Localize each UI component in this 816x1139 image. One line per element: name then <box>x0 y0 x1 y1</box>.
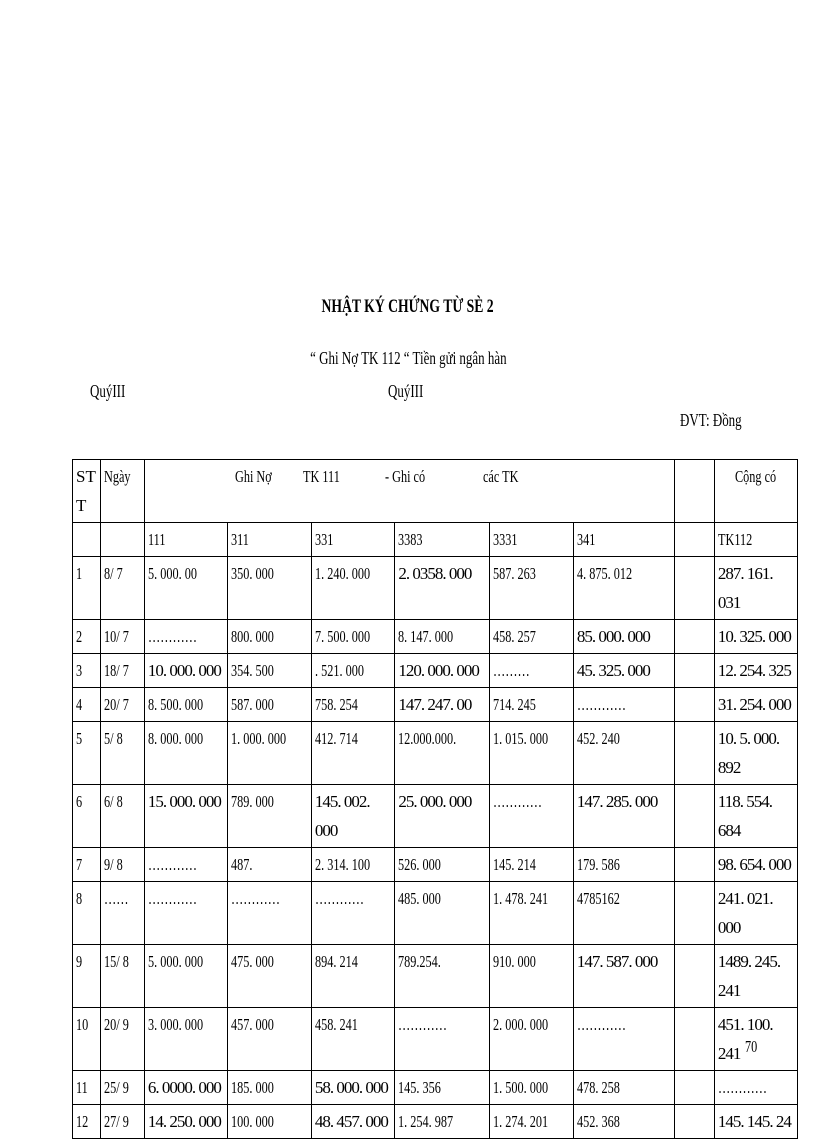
table-cell: 1. 000. 000 <box>228 722 312 785</box>
table-cell: 3 <box>73 654 101 688</box>
table-cell: 485. 000 <box>395 882 490 945</box>
table-cell: 487. <box>228 848 312 882</box>
table-cell: 12.000.000. <box>395 722 490 785</box>
table-cell: 458. 241 <box>311 1008 395 1071</box>
table-cell: ………… <box>228 882 312 945</box>
table-cell: 10/ 7 <box>101 620 145 654</box>
table-cell: ………… <box>144 848 228 882</box>
table-cell: 45. 325. 000 <box>573 654 674 688</box>
table-cell: 25. 000. 000 <box>395 785 490 848</box>
table-cell: 2. 0358. 000 <box>395 557 490 620</box>
table-cell: 145. 356 <box>395 1071 490 1105</box>
quarter-label-center: QuýIII <box>388 381 424 401</box>
table-cell: 8 <box>73 882 101 945</box>
table-cell: 10. 5. 000. 892 <box>714 722 797 785</box>
table-cell: 457. 000 <box>228 1008 312 1071</box>
table-cell: 4785162 <box>573 882 674 945</box>
table-cell: 179. 586 <box>573 848 674 882</box>
header-cac-tk: các TK <box>482 467 519 486</box>
table-cell <box>674 523 714 557</box>
header-ghi-co: - Ghi có <box>384 467 425 486</box>
table-cell: ………… <box>490 785 574 848</box>
table-cell: 587. 000 <box>228 688 312 722</box>
table-cell <box>674 1071 714 1105</box>
table-cell: 3331 <box>490 523 574 557</box>
table-cell: 11 <box>73 1071 101 1105</box>
table-cell: 451. 100. 241 <box>714 1008 797 1071</box>
document-subtitle: “ Ghi Nợ TK 112 “ Tiền gửi ngân hàn <box>309 348 507 368</box>
table-cell: 27/ 9 <box>101 1105 145 1139</box>
table-cell: 145. 145. 24 <box>714 1105 797 1139</box>
table-cell: 100. 000 <box>228 1105 312 1139</box>
table-cell: 2 <box>73 620 101 654</box>
table-cell: 6. 0000. 000 <box>144 1071 228 1105</box>
table-cell: 4 <box>73 688 101 722</box>
table-cell: ………… <box>395 1008 490 1071</box>
table-cell: 714. 245 <box>490 688 574 722</box>
table-cell: 147. 587. 000 <box>573 945 674 1008</box>
table-cell <box>674 785 714 848</box>
table-cell: 1. 478. 241 <box>490 882 574 945</box>
header-total: Cộng có <box>714 460 797 523</box>
header-tk111: TK 111 <box>302 467 340 486</box>
table-cell: 15/ 8 <box>101 945 145 1008</box>
table-cell: 120. 000. 000 <box>395 654 490 688</box>
table-row <box>73 557 798 620</box>
table-cell: 311 <box>228 523 312 557</box>
table-cell: 3. 000. 000 <box>144 1008 228 1071</box>
table-cell: …… <box>101 882 145 945</box>
table-cell: 287. 161. 031 <box>714 557 797 620</box>
table-row <box>73 945 798 1008</box>
table-cell <box>674 620 714 654</box>
table-row <box>73 654 798 688</box>
table-cell: 4. 875. 012 <box>573 557 674 620</box>
table-cell <box>674 722 714 785</box>
table-cell <box>674 1105 714 1139</box>
table-cell: 15. 000. 000 <box>144 785 228 848</box>
table-cell <box>674 688 714 722</box>
table-cell: ………… <box>144 882 228 945</box>
table-cell: 412. 714 <box>311 722 395 785</box>
quarter-label-left: QuýIII <box>90 381 126 401</box>
table-cell: 5. 000. 00 <box>144 557 228 620</box>
table-cell: 758. 254 <box>311 688 395 722</box>
table-row <box>73 1071 798 1105</box>
table-cell: 789. 000 <box>228 785 312 848</box>
table-cell <box>674 882 714 945</box>
table-cell: 7 <box>73 848 101 882</box>
table-cell: 1. 274. 201 <box>490 1105 574 1139</box>
table-cell <box>674 1008 714 1071</box>
table-cell <box>674 654 714 688</box>
table-cell: 8. 147. 000 <box>395 620 490 654</box>
page-number: 70 <box>745 1037 758 1056</box>
table-cell: 1 <box>73 557 101 620</box>
table-cell: 6 <box>73 785 101 848</box>
table-cell: 9 <box>73 945 101 1008</box>
table-cell: 1489. 245. 241 <box>714 945 797 1008</box>
table-row <box>73 882 798 945</box>
table-cell: ………… <box>573 1008 674 1071</box>
table-cell: 5. 000. 000 <box>144 945 228 1008</box>
table-cell: 800. 000 <box>228 620 312 654</box>
header-date: Ngày <box>101 460 145 523</box>
table-cell: 354. 500 <box>228 654 312 688</box>
table-cell: 12. 254. 325 <box>714 654 797 688</box>
table-cell <box>674 557 714 620</box>
document-title: NHẬT KÝ CHỨNG TỪ SÈ 2 <box>321 296 495 317</box>
table-row <box>73 722 798 785</box>
table-cell: 452. 368 <box>573 1105 674 1139</box>
table-cell: 341 <box>573 523 674 557</box>
table-cell: 331 <box>311 523 395 557</box>
table-cell: 2. 000. 000 <box>490 1008 574 1071</box>
table-cell: 118. 554. 684 <box>714 785 797 848</box>
table-cell: 452. 240 <box>573 722 674 785</box>
table-cell: 9/ 8 <box>101 848 145 882</box>
table-subheader-row <box>73 523 798 557</box>
table-cell: 8. 000. 000 <box>144 722 228 785</box>
table-cell <box>73 523 101 557</box>
table-cell: 48. 457. 000 <box>311 1105 395 1139</box>
table-row <box>73 1008 798 1071</box>
table-header-row <box>73 460 798 523</box>
table-cell: 14. 250. 000 <box>144 1105 228 1139</box>
table-cell: 147. 247. 00 <box>395 688 490 722</box>
table-cell: 8. 500. 000 <box>144 688 228 722</box>
table-cell: 789.254. <box>395 945 490 1008</box>
table-cell: 5 <box>73 722 101 785</box>
header-blank <box>674 460 714 523</box>
table-cell: ……… <box>490 654 574 688</box>
table-row <box>73 785 798 848</box>
table-cell <box>101 523 145 557</box>
table-cell: 241. 021. 000 <box>714 882 797 945</box>
table-cell: TK112 <box>714 523 797 557</box>
table-cell: ………… <box>144 620 228 654</box>
table-cell: 8/ 7 <box>101 557 145 620</box>
table-cell: ………… <box>714 1071 797 1105</box>
header-account-group <box>144 460 674 523</box>
table-cell: 85. 000. 000 <box>573 620 674 654</box>
table-cell: 12 <box>73 1105 101 1139</box>
table-cell: 1. 254. 987 <box>395 1105 490 1139</box>
table-cell: 185. 000 <box>228 1071 312 1105</box>
table-cell: 98. 654. 000 <box>714 848 797 882</box>
table-cell: 10. 325. 000 <box>714 620 797 654</box>
table-cell: 18/ 7 <box>101 654 145 688</box>
table-cell: ………… <box>311 882 395 945</box>
table-cell: 5/ 8 <box>101 722 145 785</box>
header-stt: ST T <box>73 460 101 523</box>
table-cell: 587. 263 <box>490 557 574 620</box>
table-cell: 147. 285. 000 <box>573 785 674 848</box>
table-cell: 458. 257 <box>490 620 574 654</box>
table-cell: 145. 214 <box>490 848 574 882</box>
table-cell: 58. 000. 000 <box>311 1071 395 1105</box>
table-row <box>73 1105 798 1139</box>
table-cell: 3383 <box>395 523 490 557</box>
table-cell: 526. 000 <box>395 848 490 882</box>
table-cell: 20/ 9 <box>101 1008 145 1071</box>
table-cell: 350. 000 <box>228 557 312 620</box>
table-cell: 478. 258 <box>573 1071 674 1105</box>
table-cell: 1. 015. 000 <box>490 722 574 785</box>
table-cell: . 521. 000 <box>311 654 395 688</box>
table-cell: 2. 314. 100 <box>311 848 395 882</box>
table-cell: ………… <box>573 688 674 722</box>
table-cell: 1. 240. 000 <box>311 557 395 620</box>
table-cell: 31. 254. 000 <box>714 688 797 722</box>
table-cell: 1. 500. 000 <box>490 1071 574 1105</box>
table-row <box>73 620 798 654</box>
table-cell: 6/ 8 <box>101 785 145 848</box>
header-ghi-no: Ghi Nợ <box>234 467 272 486</box>
table-cell: 10. 000. 000 <box>144 654 228 688</box>
journal-table <box>72 459 798 1139</box>
table-cell: 111 <box>144 523 228 557</box>
currency-unit: ĐVT: Đồng <box>680 410 742 430</box>
table-cell: 20/ 7 <box>101 688 145 722</box>
table-cell: 894. 214 <box>311 945 395 1008</box>
table-cell: 7. 500. 000 <box>311 620 395 654</box>
table-cell <box>674 848 714 882</box>
table-cell: 25/ 9 <box>101 1071 145 1105</box>
table-cell: 475. 000 <box>228 945 312 1008</box>
table-cell <box>674 945 714 1008</box>
table-row <box>73 848 798 882</box>
table-cell: 910. 000 <box>490 945 574 1008</box>
table-cell: 145. 002. 000 <box>311 785 395 848</box>
table-cell: 10 <box>73 1008 101 1071</box>
table-row <box>73 688 798 722</box>
